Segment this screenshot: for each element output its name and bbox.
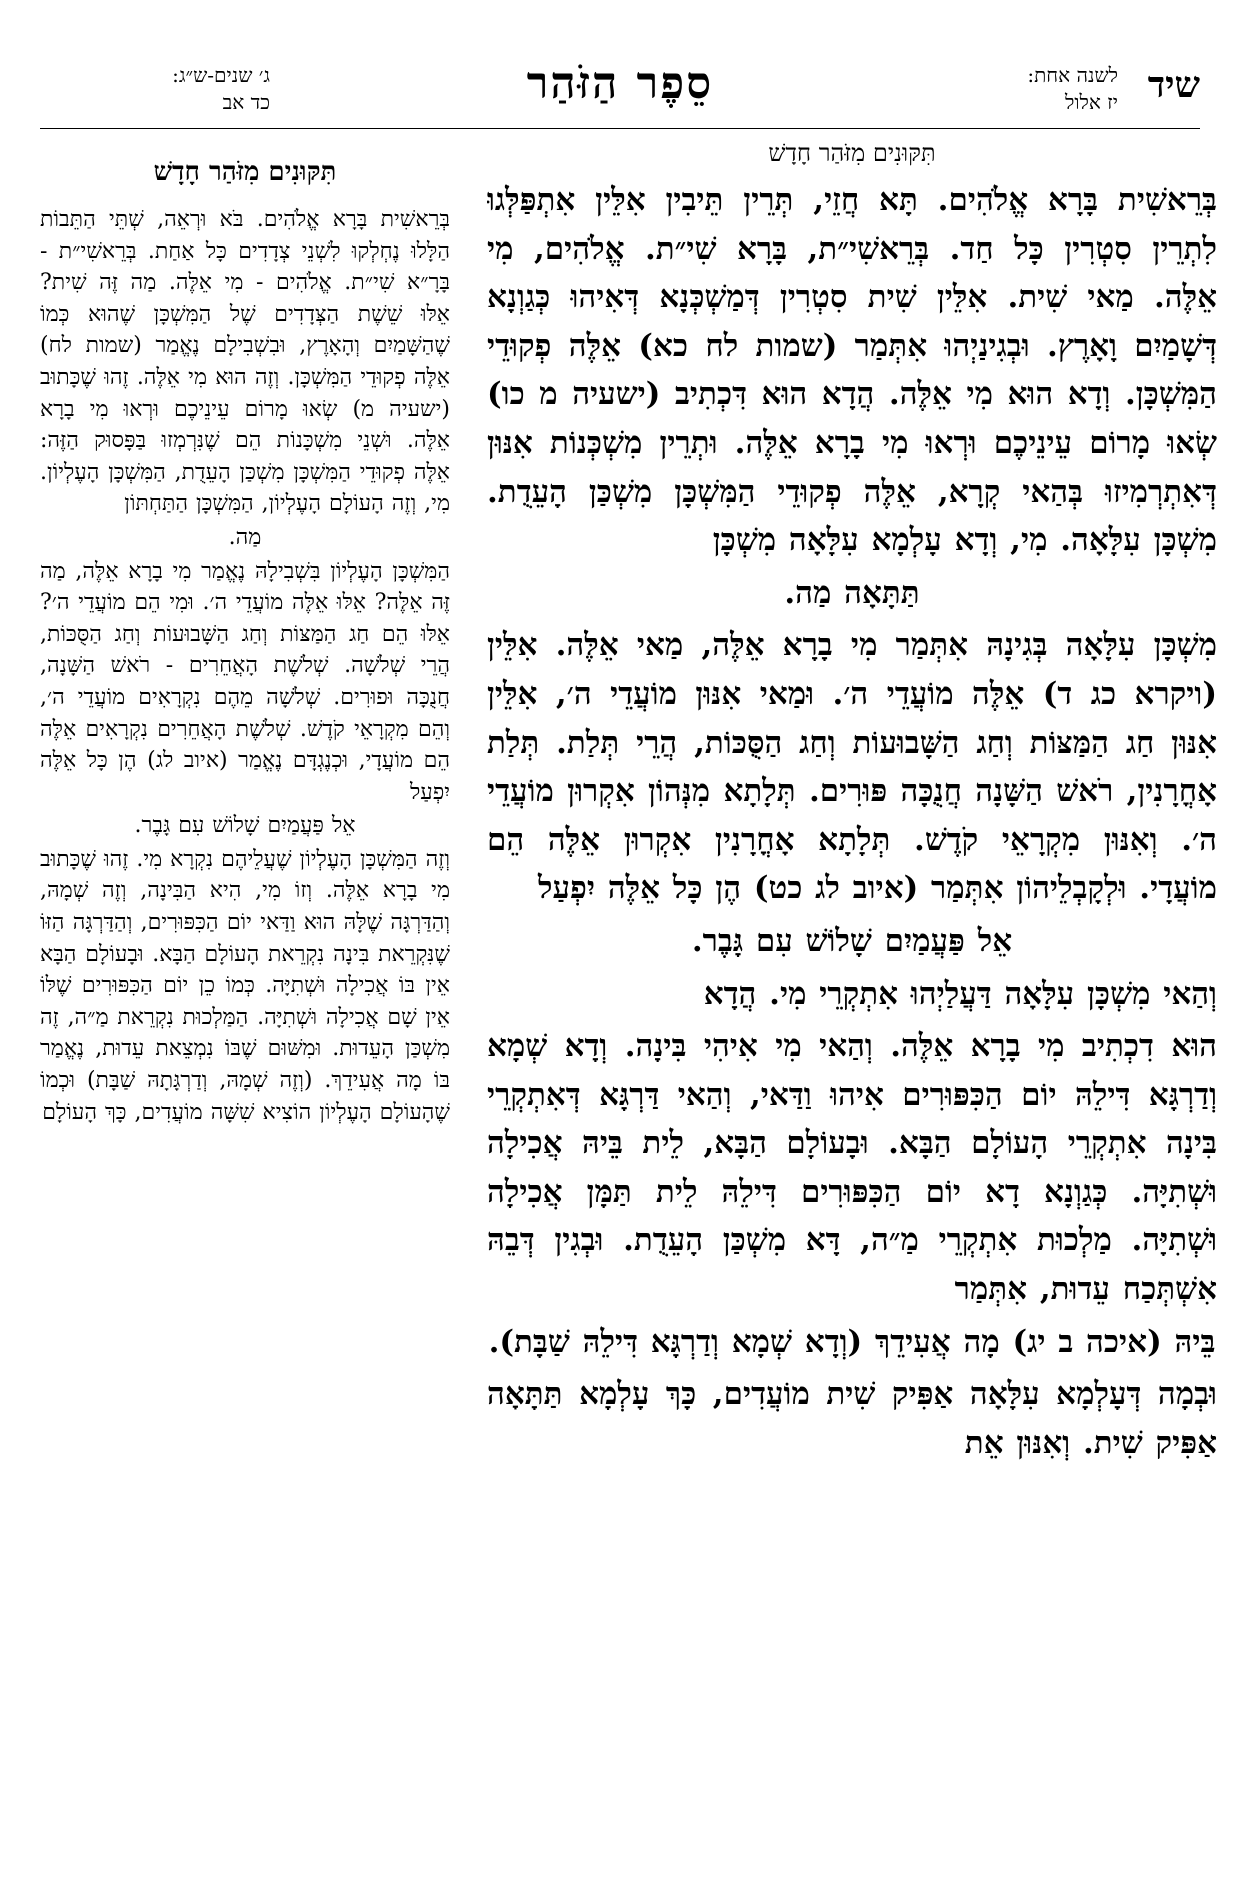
- paragraph: בֵּיהּ (איכה ב יג) מָה אֲעִידֵךְ (וְדָא שְׁמָא וְדַרְגָּא דִּילֵהּ שַׁבָּת).: [488, 1323, 1216, 1360]
- paragraph: אֵל פַּעֲמַיִם שָׁלוֹשׁ עִם גָּבֶר.: [134, 813, 356, 839]
- header-divider: [40, 128, 1200, 129]
- paragraph: בְּרֵאשִׁית בָּרָא אֱלֹהִים. תָּא חֲזֵי, תְּרֵין תֵּיבִין אִלֵּין אִתְפַּלְּגוּ לִתְרֵין סִטְרִין כָּל חַד. בְּרֵאשִׁי״ת, בָּרָא שִׁי״ת. אֱלֹהִים, מִי אֵלֶּה. מַאי שִׁית. אִלֵּין שִׁית סִטְרִין דְּמַשְׁכְּנָא דְּאִיהוּ כְּגַוְנָא דְּשָׁמַיִם וָאָרֶץ. וּבְגִינַיְהוּ אִתְּמַר (שמות לח כא) אֵלֶּה פְקוּדֵי הַמִּשְׁכָּן. וְדָא הוּא מִי אֵלֶּה. הֲדָא הוּא דִּכְתִיב (ישעיה מ כו) שְׂאוּ מָרוֹם עֵינֵיכֶם וּרְאוּ מִי בָרָא אֵלֶּה. וּתְרֵין מִשְׁכְּנוֹת אִנּוּן דְּאִתְרְמִיזוּ בְּהַאי קְרָא, אֵלֶּה פְקוּדֵי הַמִּשְׁכָּן מִשְׁכַּן הָעֵדֻת. מִשְׁכָּן עִלָּאָה. מִי, וְדָא עָלְמָא עִלָּאָה מִשְׁכָּן: [487, 182, 1217, 559]
- hebrew-translation-column: [40, 150, 450, 1860]
- paragraph: וְזֶה הַמִּשְׁכָּן הָעֶלְיוֹן שֶׁעֲלֵיהֶם נִקְרָא מִי. זֶהוּ שֶׁכָּתוּב מִי בָרָא אֵלֶּה. וְזוֹ מִי, הִיא הַבִּינָה, וְזֶה שְׁמָהּ, וְהַדַּרְגָּה שֶׁלָּהּ הוּא וַדַּאי יוֹם הַכִּפּוּרִים, וְהַדַּרְגָּה הַזּוֹ שֶׁנִּקְרֵאת בִּינָה נִקְרֵאת הָעוֹלָם הַבָּא. וּבָעוֹלָם הַבָּא אֵין בּוֹ אֲכִילָה וּשְׁתִיָּה. כְּמוֹ כֵן יוֹם הַכִּפּוּרִים שֶׁלּוֹ אֵין שָׁם אֲכִילָה וּשְׁתִיָּה. הַמַּלְכוּת נִקְרֵאת מַ״ה, זֶה מִשְׁכַּן הָעֵדוּת. וּמִשּׁוּם שֶׁבּוֹ נִמְצֵאת עֵדוּת, נֶאֱמַר בּוֹ מָה אֲעִידֵךְ. (וְזֶה שְׁמָהּ, וְדַרְגָּתָהּ שַׁבָּת) וּכְמוֹ שֶׁהָעוֹלָם הָעֶלְיוֹן הוֹצִיא שִׁשָּׁה מוֹעֲדִים, כָּךְ הָעוֹלָם: [40, 846, 450, 1125]
- page-header: [40, 58, 1200, 128]
- paragraph: וּבְמָה דְּעָלְמָא עִלָּאָה אַפִּיק שִׁית מוֹעֲדִים, כָּךְ עָלְמָא תַּתָּאָה אַפִּיק שִׁית. וְאִנּוּן אֵת: [487, 1376, 1217, 1461]
- reading-schedule-three-years: [50, 62, 270, 116]
- paragraph: הוּא דִכְתִיב מִי בָרָא אֵלֶּה. וְהַאי מִי אִיהִי בִּינָה. וְדָא שְׁמָא וְדַרְגָּא דִּילֵהּ יוֹם הַכִּפּוּרִים אִיהוּ וַדַּאי, וְהַאי דַּרְגָּא דְּאִתְקְרֵי בִּינָה אִתְקְרֵי הָעוֹלָם הַבָּא. וּבָעוֹלָם הַבָּא, לֵית בֵּיהּ אֲכִילָה וּשְׁתִיָּה. כְּגַוְנָא דָא יוֹם הַכִּפּוּרִים דִּילֵהּ לֵית תַּמָּן אֲכִילָה וּשְׁתִיָּה. מַלְכוּת אִתְקְרֵי מַ״ה, דָּא מִשְׁכַּן הָעֵדֻת. וּבְגִין דְּבֵהּ אִשְׁתְּכַח עֵדוּת, אִתְּמַר: [487, 1028, 1217, 1308]
- schedule-label: ג׳ שנים-ש״ג:: [172, 63, 270, 87]
- paragraph: אֵל פַּעֲמַיִם שָׁלוֹשׁ עִם גָּבֶר.: [691, 922, 1013, 959]
- page-number: שיד: [1147, 64, 1200, 106]
- schedule-label: לשנה אחת:: [1027, 63, 1118, 87]
- schedule-date: יז אלול: [1064, 90, 1118, 114]
- paragraph: בְּרֵאשִׁית בָּרָא אֱלֹהִים. בֹּא וּרְאֵה, שְׁתֵּי הַתֵּבוֹת הַלָּלוּ נֶחְלְקוּ לִשְׁנֵי צְדָדִים כָּל אַחַת. בְּרֵאשִׁי״ת - בָּרָ״א שִׁי״ת. אֱלֹהִים - מִי אֵלֶּה. מַה זֶּה שִׁית? אֵלּוּ שֵׁשֶׁת הַצְּדָדִים שֶׁל הַמִּשְׁכָּן שֶׁהוּא כְּמוֹ שֶׁהַשָּׁמַיִם וְהָאָרֶץ, וּבִשְׁבִילָם נֶאֱמַר (שמות לח) אֵלֶּה פְקוּדֵי הַמִּשְׁכָּן. וְזֶה הוּא מִי אֵלֶּה. זֶהוּ שֶׁכָּתוּב (ישעיה מ) שְׂאוּ מָרוֹם עֵינֵיכֶם וּרְאוּ מִי בָרָא אֵלֶּה. וּשְׁנֵי מִשְׁכָּנוֹת הֵם שֶׁנִּרְמְזוּ בַּפָּסוּק הַזֶּה: אֵלֶּה פְקוּדֵי הַמִּשְׁכָּן מִשְׁכַּן הָעֵדֻת, הַמִּשְׁכָּן הָעֶלְיוֹן. מִי, וְזֶה הָעוֹלָם הָעֶלְיוֹן, הַמִּשְׁכָּן הַתַּחְתּוֹן: [40, 207, 450, 517]
- column-title: תִּקּוּנִים מִזֹּהַר חָדָשׁ: [768, 139, 936, 167]
- book-title: סֵפֶר הַזֹּהַר: [526, 58, 714, 109]
- paragraph: הַמִּשְׁכָּן הָעֶלְיוֹן בִּשְׁבִילָהּ נֶאֱמַר מִי בָרָא אֵלֶּה, מַה זֶּה אֵלֶּה? אֵלּוּ אֵלֶּה מוֹעֲדֵי ה׳. וּמִי הֵם מוֹעֲדֵי ה׳? אֵלּוּ הֵם חַג הַמַּצּוֹת וְחַג הַשָּׁבוּעוֹת וְחַג הַסֻּכּוֹת, הֲרֵי שְׁלֹשָׁה. שְׁלֹשֶׁת הָאֲחֵרִים - רֹאשׁ הַשָּׁנָה, חֲנֻכָּה וּפוּרִים. שְׁלֹשָׁה מֵהֶם נִקְרָאִים מוֹעֲדֵי ה׳, וְהֵם מִקְרָאֵי קֹדֶשׁ. שְׁלֹשֶׁת הָאֲחֵרִים נִקְרָאִים אֵלֶּה הֵם מוֹעֲדָי, וּכְנֶגְדָּם נֶאֱמַר (איוב לג) הֶן כָּל אֵלֶּה יִפְעַל: [40, 558, 450, 805]
- aramaic-text-column: [487, 136, 1217, 1856]
- column-title: תִּקּוּנִים מִזֹּהַר חָדָשׁ: [153, 157, 337, 187]
- paragraph: וְהַאי מִשְׁכָּן עִלָּאָה דַּעֲלַיְהוּ אִתְקְרֵי מִי. הֲדָא: [703, 975, 1217, 1012]
- paragraph: מַה.: [228, 524, 262, 550]
- schedule-date: כד אב: [222, 90, 270, 114]
- paragraph: מִשְׁכָּן עִלָּאָה בְּגִינָהּ אִתְּמַר מִי בָרָא אֵלֶּה, מַאי אֵלֶּה. אִלֵּין (ויקרא כג ד) אֵלֶּה מוֹעֲדֵי ה׳. וּמַאי אִנּוּן מוֹעֲדֵי ה׳, אִלֵּין אִנּוּן חַג הַמַּצּוֹת וְחַג הַשָּׁבוּעוֹת וְחַג הַסֻּכּוֹת, הֲרֵי תְּלַת. תְּלַת אָחֳרָנִין, רֹאשׁ הַשָּׁנָה חֲנֻכָּה פּוּרִים. תְּלָתָא מִנְּהוֹן אִקְרוּן מוֹעֲדֵי ה׳. וְאִנּוּן מִקְרָאֵי קֹדֶשׁ. תְּלָתָא אָחֳרָנִין אִקְרוּן אֵלֶּה הֵם מוֹעֲדָי. וּלְקָבְלֵיהוֹן אִתְּמַר (איוב לג כט) הֶן כָּל אֵלֶּה יִפְעַל: [487, 627, 1217, 907]
- paragraph: תַּתָּאָה מַה.: [784, 574, 920, 611]
